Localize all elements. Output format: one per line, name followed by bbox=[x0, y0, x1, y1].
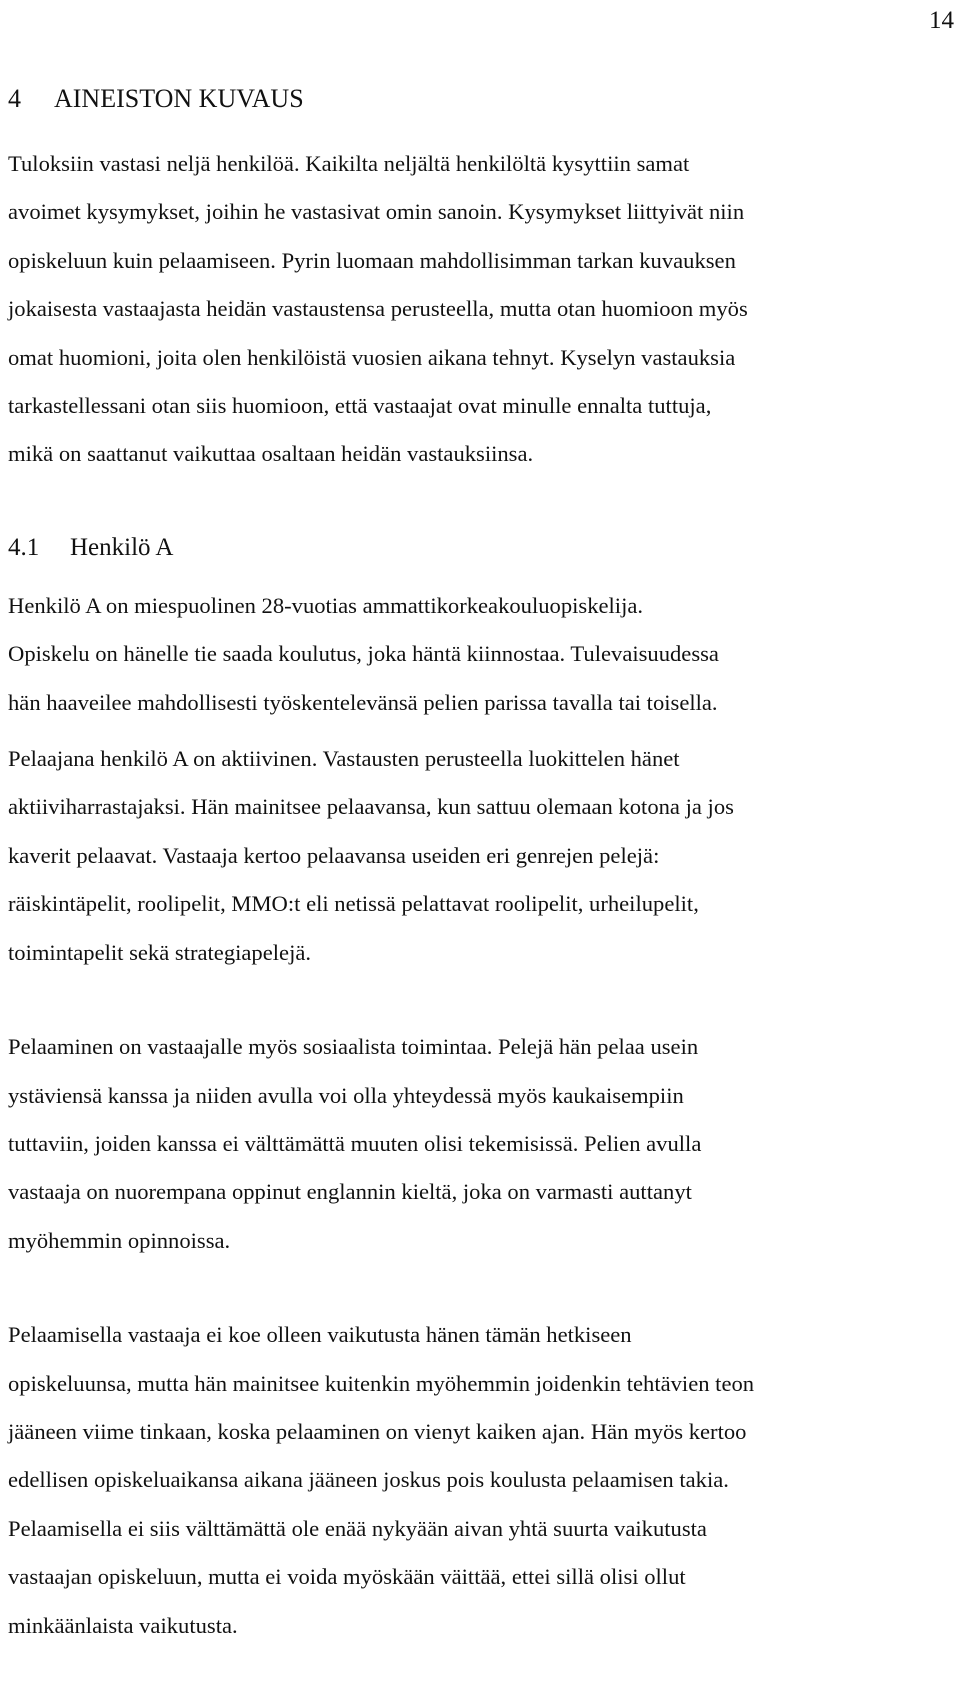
paragraph-line: opiskeluunsa, mutta hän mainitsee kuitenkin myöhemmin joidenkin tehtävien teon bbox=[8, 1370, 755, 1396]
paragraph-line: edellisen opiskeluaikansa aikana jääneen joskus pois koulusta pelaamisen takia. bbox=[8, 1467, 729, 1493]
chapter-title: AINEISTON KUVAUS bbox=[54, 84, 304, 113]
intro-line: avoimet kysymykset, joihin he vastasivat omin sanoin. Kysymykset liittyivät niin bbox=[8, 199, 745, 225]
chapter-heading bbox=[8, 76, 956, 122]
paragraph-line: Opiskelu on hänelle tie saada koulutus, joka häntä kiinnostaa. Tulevaisuudessa bbox=[8, 641, 719, 667]
paragraph-line: Pelaamisella vastaaja ei koe olleen vaikutusta hänen tämän hetkiseen bbox=[8, 1322, 632, 1348]
chapter-number: 4 bbox=[8, 84, 21, 113]
intro-line: opiskeluun kuin pelaamiseen. Pyrin luomaan mahdollisimman tarkan kuvauksen bbox=[8, 247, 736, 273]
paragraph-line: kaverit pelaavat. Vastaaja kertoo pelaavansa useiden eri genrejen pelejä: bbox=[8, 842, 660, 868]
paragraph-line: Pelaajana henkilö A on aktiivinen. Vastausten perusteella luokittelen hänet bbox=[8, 746, 680, 772]
section-heading bbox=[8, 525, 956, 571]
paragraph-line: minkäänlaista vaikutusta. bbox=[8, 1612, 238, 1638]
paragraph-line: Pelaamisella ei siis välttämättä ole enää nykyään aivan yhtä suurta vaikutusta bbox=[8, 1515, 707, 1541]
paragraph-line: toimintapelit sekä strategiapelejä. bbox=[8, 939, 312, 965]
paragraph-line: tuttaviin, joiden kanssa ei välttämättä muuten olisi tekemisissä. Pelien avulla bbox=[8, 1130, 702, 1156]
paragraph-line: vastaajan opiskeluun, mutta ei voida myöskään väittää, ettei sillä olisi ollut bbox=[8, 1564, 686, 1590]
paragraph-line: Henkilö A on miespuolinen 28-vuotias ammattikorkeakouluopiskelija. bbox=[8, 592, 644, 618]
intro-line: mikä on saattanut vaikuttaa osaltaan heidän vastauksiinsa. bbox=[8, 441, 534, 467]
paragraph-line: myöhemmin opinnoissa. bbox=[8, 1227, 231, 1253]
paragraph-line: ystäviensä kanssa ja niiden avulla voi olla yhteydessä myös kaukaisempiin bbox=[8, 1082, 684, 1108]
paragraph-line: Pelaaminen on vastaajalle myös sosiaalista toimintaa. Pelejä hän pelaa usein bbox=[8, 1034, 699, 1060]
intro-line: tarkastellessani otan siis huomioon, että vastaajat ovat minulle ennalta tuttuja, bbox=[8, 393, 712, 419]
paragraph-line: jääneen viime tinkaan, koska pelaaminen on vienyt kaiken ajan. Hän myös kertoo bbox=[8, 1418, 747, 1444]
paragraph-line: vastaaja on nuorempana oppinut englannin kieltä, joka on varmasti auttanyt bbox=[8, 1179, 692, 1205]
paragraph-2 bbox=[8, 735, 956, 977]
paragraph-3 bbox=[8, 1023, 956, 1265]
paragraph-1 bbox=[8, 582, 956, 727]
paragraph-4 bbox=[8, 1311, 956, 1650]
paragraph-line: räiskintäpelit, roolipelit, MMO:t eli netissä pelattavat roolipelit, urheilupelit, bbox=[8, 891, 699, 917]
section-title: Henkilö A bbox=[70, 533, 174, 561]
intro-line: omat huomioni, joita olen henkilöistä vuosien aikana tehnyt. Kyselyn vastauksia bbox=[8, 344, 736, 370]
intro-line: jokaisesta vastaajasta heidän vastaustensa perusteella, mutta otan huomioon myös bbox=[8, 296, 748, 322]
document-body bbox=[8, 76, 956, 1650]
intro-paragraph bbox=[8, 140, 956, 479]
section-number: 4.1 bbox=[8, 533, 40, 561]
intro-line: Tuloksiin vastasi neljä henkilöä. Kaikilta neljältä henkilöltä kysyttiin samat bbox=[8, 151, 690, 176]
page-number: 14 bbox=[929, 7, 954, 34]
paragraph-line: hän haaveilee mahdollisesti työskentelevänsä pelien parissa tavalla tai toisella. bbox=[8, 689, 718, 715]
paragraph-line: aktiiviharrastajaksi. Hän mainitsee pelaavansa, kun sattuu olemaan kotona ja jos bbox=[8, 794, 734, 820]
